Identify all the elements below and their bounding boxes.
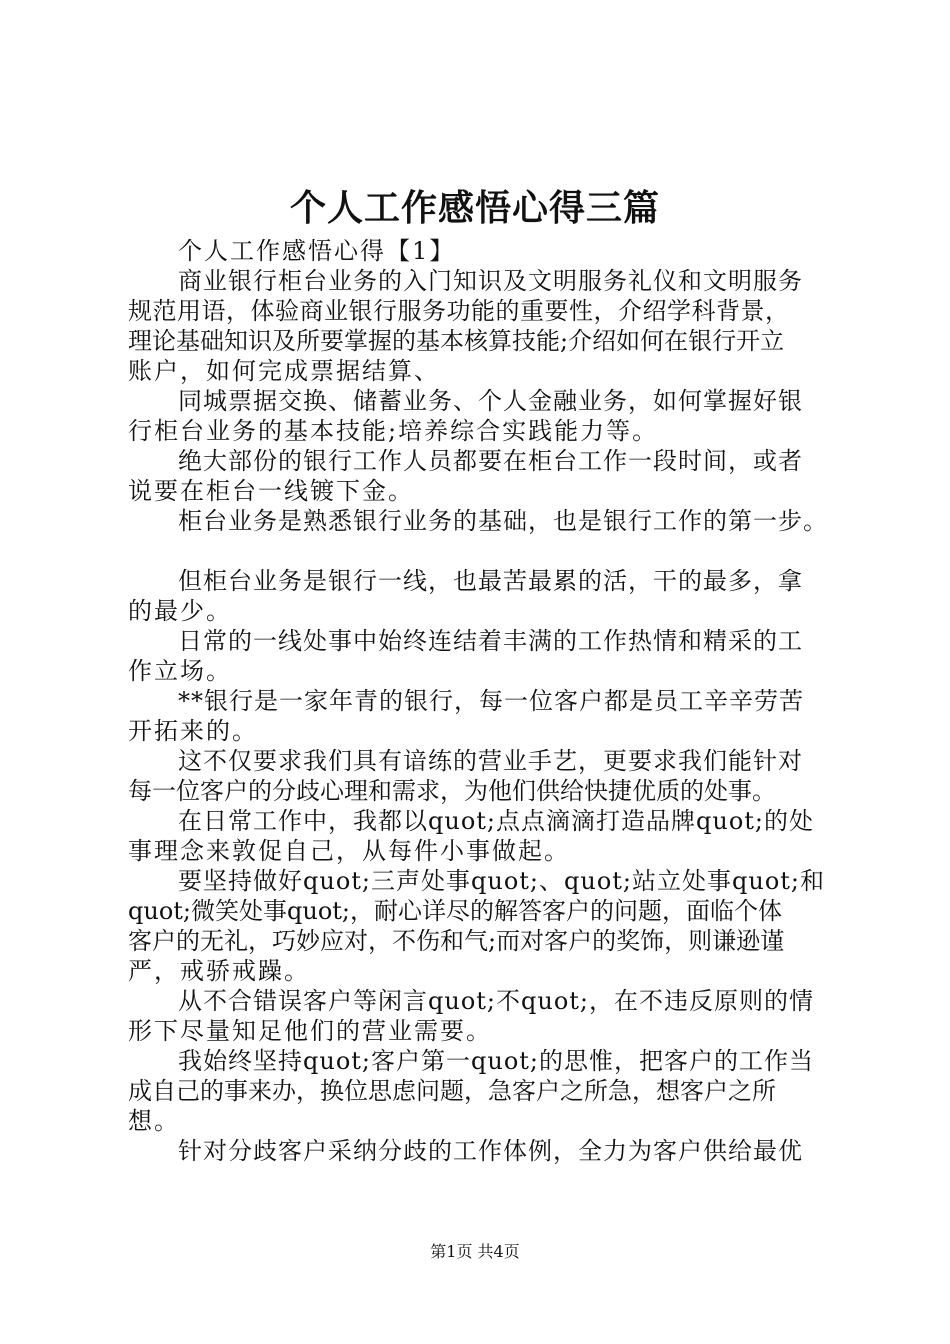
text-line: 但柜台业务是银行一线，也最苦最累的活，干的最多，拿 — [178, 567, 803, 595]
text-line: 严，戒骄戒躁。 — [128, 957, 310, 985]
text-line: 日常的一线处事中始终连结着丰满的工作热情和精采的工 — [178, 627, 803, 655]
text-line: 的最少。 — [128, 597, 232, 625]
page-footer: 第1页 共4页 — [430, 1242, 520, 1261]
text-line: 每一位客户的分歧心理和需求，为他们供给快捷优质的处事。 — [128, 777, 776, 805]
text-line: 形下尽量知足他们的营业需要。 — [128, 1017, 492, 1045]
text-line: 针对分歧客户采纳分歧的工作体例，全力为客户供给最优 — [178, 1137, 803, 1165]
text-line: 在日常工作中，我都以quot;点点滴滴打造品牌quot;的处 — [178, 807, 814, 835]
text-line: 成自己的事来办，换位思虑问题，急客户之所急，想客户之所 — [128, 1077, 776, 1105]
text-line: 柜台业务是熟悉银行业务的基础，也是银行工作的第一步。 — [178, 507, 828, 535]
text-line: 个人工作感悟心得【1】 — [178, 237, 456, 265]
text-line: 想。 — [128, 1107, 180, 1135]
text-line: 账户，如何完成票据结算、 — [128, 357, 440, 385]
text-line: 规范用语，体验商业银行服务功能的重要性，介绍学科背景， — [128, 297, 790, 325]
document-body — [128, 236, 838, 1166]
text-line: 我始终坚持quot;客户第一quot;的思惟，把客户的工作当 — [178, 1047, 814, 1075]
text-line: 事理念来敦促自己，从每件小事做起。 — [128, 837, 570, 865]
text-line: quot;微笑处事quot;，耐心详尽的解答客户的问题，面临个体 — [128, 897, 782, 925]
text-line: 说要在柜台一线镀下金。 — [128, 477, 414, 505]
text-line: 要坚持做好quot;三声处事quot;、quot;站立处事quot;和 — [178, 867, 825, 895]
text-line — [128, 536, 838, 566]
text-line: 客户的无礼，巧妙应对，不伤和气;而对客户的奖饰，则谦逊谨 — [128, 927, 785, 955]
text-line: 作立场。 — [128, 657, 232, 685]
text-line: 理论基础知识及所要掌握的基本核算技能;介绍如何在银行开立 — [128, 327, 785, 355]
text-line: 绝大部份的银行工作人员都要在柜台工作一段时间，或者 — [178, 447, 803, 475]
text-line: 从不合错误客户等闲言quot;不quot;，在不违反原则的情 — [178, 987, 814, 1015]
text-line: 行柜台业务的基本技能;培养综合实践能力等。 — [128, 417, 659, 445]
text-line: 同城票据交换、储蓄业务、个人金融业务，如何掌握好银 — [178, 387, 803, 415]
text-line: 开拓来的。 — [128, 717, 258, 745]
document-title: 个人工作感悟心得三篇 — [289, 187, 660, 229]
text-line: **银行是一家年青的银行，每一位客户都是员工辛辛劳苦 — [178, 687, 804, 715]
text-line: 这不仅要求我们具有谙练的营业手艺，更要求我们能针对 — [178, 747, 803, 775]
text-line: 商业银行柜台业务的入门知识及文明服务礼仪和文明服务 — [178, 267, 803, 295]
